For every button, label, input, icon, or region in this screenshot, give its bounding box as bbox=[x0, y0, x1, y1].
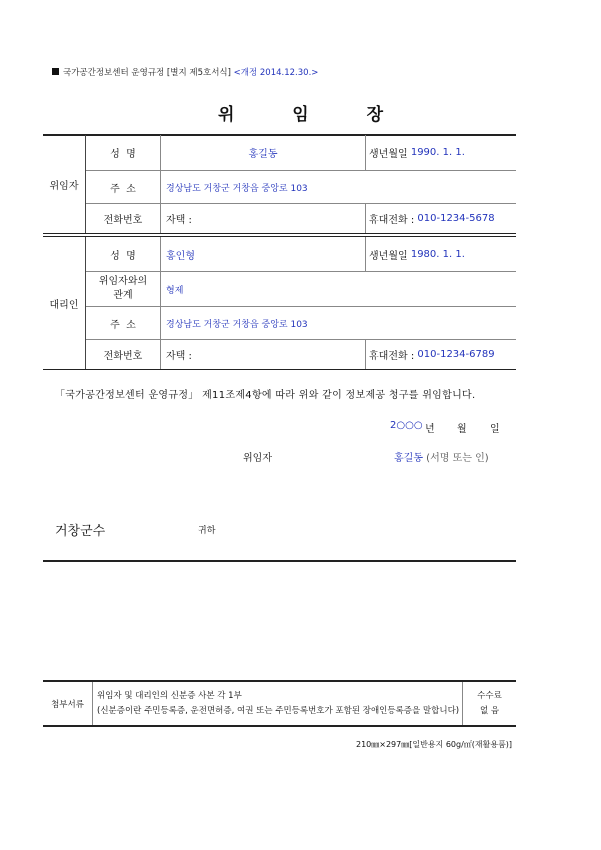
agent-mobile-label: 휴대전화 : bbox=[369, 351, 415, 362]
delegator-address-value: 경상남도 거창군 거창읍 중앙로 103 bbox=[166, 183, 308, 194]
agent-name-value: 홍인형 bbox=[166, 250, 195, 262]
delegator-birth-value: 1990. 1. 1. bbox=[410, 147, 465, 158]
date-year: 2○○○ bbox=[390, 420, 423, 431]
agent-relation-label: 위임자와의 관계 bbox=[98, 276, 148, 301]
agent-phone-label: 전화번호 bbox=[103, 351, 143, 362]
agent-relation-value: 형제 bbox=[166, 285, 184, 296]
signature-name: 홍길동 bbox=[394, 453, 423, 464]
delegator-birth-label: 생년월일 bbox=[369, 149, 408, 160]
agent-birth-value: 1980. 1. 1. bbox=[410, 248, 465, 260]
delegator-name-label: 성 명 bbox=[110, 149, 136, 160]
fee-field bbox=[463, 682, 516, 725]
agent-home-phone-label: 자택 : bbox=[166, 351, 192, 362]
date-day-unit: 일 bbox=[490, 424, 500, 435]
fee-label: 수수료 bbox=[477, 690, 502, 701]
agent-mobile-value: 010-1234-6789 bbox=[417, 349, 495, 360]
addressee-name: 거창군수 bbox=[55, 524, 106, 539]
addressee-suffix: 귀하 bbox=[198, 526, 216, 536]
delegator-name-value: 홍길동 bbox=[248, 149, 278, 160]
delegator-mobile-field bbox=[369, 204, 516, 233]
delegator-home-phone-label: 자택 : bbox=[166, 215, 192, 226]
addressee-divider bbox=[43, 560, 516, 562]
delegator-address-label: 주 소 bbox=[110, 183, 136, 195]
attachment-bottom-border bbox=[43, 725, 516, 727]
agent-birth-field bbox=[369, 237, 516, 271]
agent-address-value: 경상남도 거창군 거창읍 중앙로 103 bbox=[166, 319, 308, 330]
fee-value: 없 음 bbox=[479, 705, 500, 716]
agent-mobile-field bbox=[369, 340, 516, 369]
attachment-description bbox=[97, 684, 462, 724]
revision-note: <개정 2014.12.30.> bbox=[233, 68, 319, 78]
date-month-unit: 월 bbox=[457, 424, 467, 435]
square-bullet-icon bbox=[52, 68, 59, 75]
signature-note: (서명 또는 인) bbox=[426, 453, 489, 464]
form-reference-note: 국가공간정보센터 운영규정 [별지 제5호서식] <개정 2014.12.30.> bbox=[52, 66, 318, 78]
delegator-mobile-label: 휴대전화 : bbox=[369, 215, 415, 226]
signature-label: 위임자 bbox=[243, 453, 272, 464]
attachment-line-1: 위임자 및 대리인의 신분증 사본 각 1부 bbox=[97, 691, 242, 701]
delegation-statement: 「국가공간정보센터 운영규정」 제11조제4항에 따라 위와 같이 정보제공 청구를 위임합니다. bbox=[55, 390, 476, 401]
delegator-section-label: 위임자 bbox=[49, 180, 79, 192]
delegator-birth-field bbox=[369, 135, 516, 170]
attachment-top-border bbox=[43, 680, 516, 682]
agent-name-label: 성 명 bbox=[110, 250, 136, 262]
attachment-line-2: (신분증이란 주민등록증, 운전면허증, 여권 또는 주민등록번호가 포함된 장애인등록증을 말합니다) bbox=[97, 706, 460, 716]
document-title: 위 임 장 bbox=[217, 105, 410, 125]
agent-address-label: 주 소 bbox=[110, 319, 136, 331]
agent-birth-label: 생년월일 bbox=[369, 250, 408, 262]
delegator-phone-label: 전화번호 bbox=[103, 215, 143, 226]
date-year-unit: 년 bbox=[425, 424, 435, 435]
agent-section-label: 대리인 bbox=[49, 299, 79, 311]
delegator-mobile-value: 010-1234-5678 bbox=[417, 213, 495, 224]
paper-size-note: 210㎜×297㎜[일반용지 60g/㎡(재활용품)] bbox=[356, 740, 513, 749]
attachment-label: 첨부서류 bbox=[51, 699, 84, 710]
signature-field bbox=[394, 449, 489, 464]
